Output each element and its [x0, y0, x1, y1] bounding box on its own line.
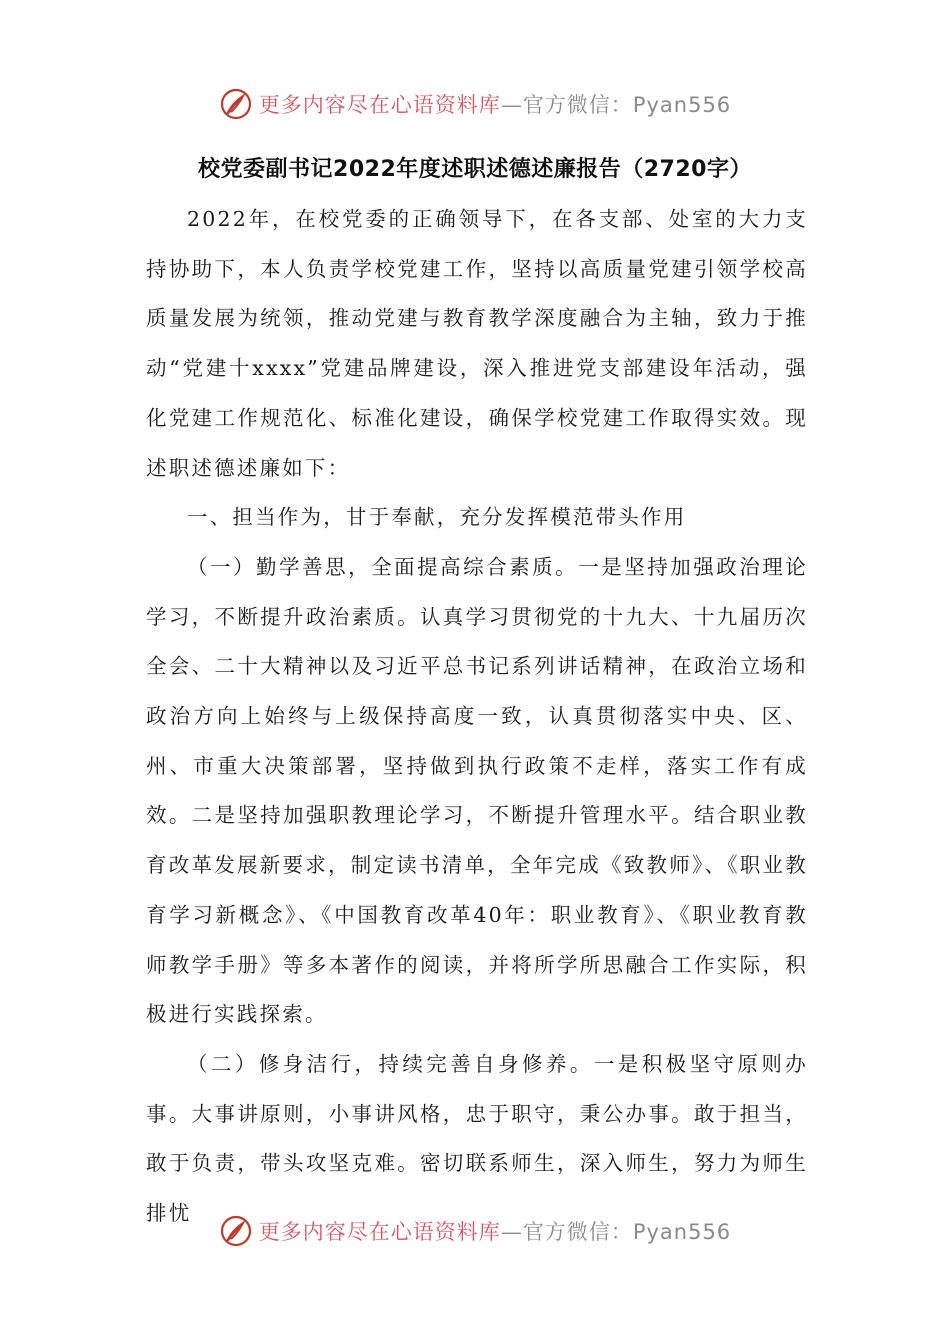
watermark-header: [0, 84, 950, 124]
watermark-main-text: 更多内容尽在心语资料库: [258, 1220, 501, 1244]
watermark-id-text: Pyan556: [632, 1220, 732, 1244]
document-title: 校党委副书记2022年度述职述德述廉报告（2720字）: [198, 157, 752, 182]
watermark-sub-text: —官方微信：: [500, 1220, 633, 1244]
document-body: [146, 195, 808, 1239]
watermark-id-text: Pyan556: [632, 93, 732, 117]
watermark-footer: [0, 1211, 950, 1251]
paragraph-study: （一）勤学善思，全面提高综合素质。一是坚持加强政治理论学习，不断提升政治素质。认真学习贯彻党的十九大、十九届历次全会、二十大精神以及习近平总书记系列讲话精神，在政治立场和政治方向上始终与上级保持高度一致，认真贯彻落实中央、区、州、市重大决策部署，坚持做到执行政策不走样，落实工作有成效。二是坚持加强职教理论学习，不断提升管理水平。结合职业教育改革发展新要求，制定读书清单，全年完成《致教师》、《职业教育学习新概念》、《中国教育改革40年：职业教育》、《职业教育教师教学手册》等多本著作的阅读，并将所学所思融合工作实际，积极进行实践探索。: [146, 554, 808, 1027]
quill-logo-icon: [219, 87, 253, 121]
watermark-main-text: 更多内容尽在心语资料库: [258, 93, 501, 117]
watermark-sub-text: —官方微信：: [500, 93, 633, 117]
paragraph-conduct: （二）修身洁行，持续完善自身修养。一是积极坚守原则办事。大事讲原则，小事讲风格，忠于职守，秉公办事。敢于担当，敢于负责，带头攻坚克难。密切联系师生，深入师生，努力为师生排忧: [146, 1051, 808, 1226]
quill-logo-icon: [219, 1214, 253, 1248]
section-heading: 一、担当作为，甘于奉献，充分发挥模范带头作用: [187, 505, 687, 530]
paragraph-intro: 2022年，在校党委的正确领导下，在各支部、处室的大力支持协助下，本人负责学校党建工作，坚持以高质量党建引领学校高质量发展为统领，推动党建与教育教学深度融合为主轴，致力于推动“党建十xxxx”党建品牌建设，深入推进党支部建设年活动，强化党建工作规范化、标准化建设，确保学校党建工作取得实效。现述职述德述廉如下：: [146, 207, 808, 480]
